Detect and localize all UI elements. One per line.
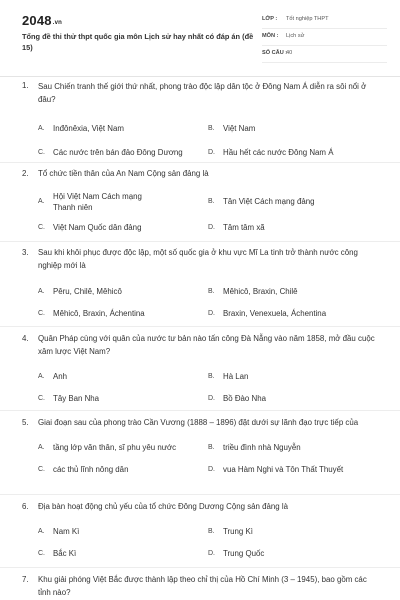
question-item <box>0 568 400 599</box>
option-text: Trung Quốc <box>223 549 265 558</box>
question-number: 3. <box>22 248 29 257</box>
option-text: Tâm tâm xã <box>223 223 265 232</box>
option-letter: D. <box>208 309 215 317</box>
option-letter: C. <box>38 224 45 231</box>
option-text: tầng lớp văn thân, sĩ phu yêu nước <box>53 443 177 452</box>
question-number: 1. <box>22 81 29 90</box>
option-text: Bắc Kì <box>53 549 77 558</box>
question-body: Địa bàn hoạt động chủ yếu của tổ chức Đông Dương Cộng sản đảng là <box>38 502 288 511</box>
option-c[interactable] <box>38 302 208 324</box>
option-b[interactable] <box>208 280 378 302</box>
option-letter: D. <box>208 466 215 473</box>
meta-label: MÔN : <box>262 33 279 39</box>
option-letter: A. <box>38 444 45 451</box>
option-letter: B. <box>208 198 215 205</box>
option-text: các thủ lĩnh nông dân <box>53 465 129 474</box>
question-item <box>0 411 400 495</box>
option-letter: B. <box>208 528 215 535</box>
option-text: Pêru, Chilê, Mêhicô <box>53 286 122 296</box>
meta-row-class <box>262 14 387 29</box>
meta-row-count <box>262 48 387 63</box>
option-letter: C. <box>38 148 45 156</box>
question-number: 7. <box>22 575 29 584</box>
question-item <box>0 242 400 327</box>
logo-text: 2048 <box>22 13 52 28</box>
option-text: Trung Kì <box>223 527 253 536</box>
option-text: Tây Ban Nha <box>53 393 100 403</box>
option-letter: D. <box>208 224 215 231</box>
question-item <box>0 163 400 242</box>
question-body: Sau Chiến tranh thế giới thứ nhất, phong trào độc lập dân tộc ở Đông Nam Á diễn ra sôi nổi ở đâu? <box>38 82 367 104</box>
meta-label: LỚP : <box>262 16 278 22</box>
option-a[interactable] <box>38 365 208 387</box>
option-text: Việt Nam Quốc dân đảng <box>53 223 142 232</box>
question-text <box>0 242 400 272</box>
option-list <box>38 280 378 324</box>
option-letter: C. <box>38 466 45 473</box>
question-number: 5. <box>22 418 29 427</box>
option-letter: D. <box>208 148 215 156</box>
option-text: Việt Nam <box>223 123 256 133</box>
option-text: vua Hàm Nghi và Tôn Thất Thuyết <box>223 465 344 474</box>
question-item <box>0 327 400 411</box>
option-letter: C. <box>38 394 45 402</box>
meta-value: 40 <box>286 50 293 56</box>
option-letter: B. <box>208 287 215 295</box>
option-letter: A. <box>38 372 45 380</box>
option-letter: A. <box>38 198 45 205</box>
meta-row-subject <box>262 31 387 46</box>
meta-value: Lịch sử <box>286 33 305 39</box>
logo-suffix: .vn <box>52 20 63 26</box>
option-list <box>38 365 378 409</box>
question-number: 2. <box>22 169 29 178</box>
option-d[interactable] <box>208 217 378 239</box>
option-c[interactable] <box>38 543 208 565</box>
option-text: Hầu hết các nước Đông Nam Á <box>223 147 334 157</box>
option-text: Nam Kì <box>53 527 80 536</box>
question-body: Giai đoạn sau của phong trào Cần Vương (1888 – 1896) đặt dưới sự lãnh đạo trực tiếp của <box>38 418 359 427</box>
option-list <box>38 437 378 481</box>
option-letter: B. <box>208 444 215 451</box>
option-b[interactable] <box>208 116 378 140</box>
meta-label: SỐ CÂU : <box>262 50 288 56</box>
meta-value: Tốt nghiệp THPT <box>286 16 329 22</box>
option-letter: D. <box>208 394 215 402</box>
question-text <box>0 163 400 181</box>
option-text: Hà Lan <box>223 371 249 381</box>
question-number: 6. <box>22 502 29 511</box>
question-text <box>0 568 400 599</box>
page-header <box>0 0 400 77</box>
option-c[interactable] <box>38 387 208 409</box>
option-list <box>38 116 378 164</box>
option-letter: C. <box>38 550 45 557</box>
option-letter: C. <box>38 309 45 317</box>
option-list <box>38 187 378 239</box>
question-item <box>0 80 400 163</box>
option-b[interactable] <box>208 187 378 217</box>
option-d[interactable] <box>208 302 378 324</box>
question-item <box>0 495 400 568</box>
option-c[interactable] <box>38 459 208 481</box>
option-d[interactable] <box>208 543 378 565</box>
option-a[interactable] <box>38 280 208 302</box>
option-list <box>38 521 378 565</box>
option-a[interactable] <box>38 437 208 459</box>
option-b[interactable] <box>208 521 378 543</box>
option-text: Mêhicô, Braxin, Áchentina <box>53 308 145 318</box>
option-text: Inđônêxia, Việt Nam <box>53 123 124 133</box>
option-b[interactable] <box>208 437 378 459</box>
exam-title: Tổng đề thi thử thpt quốc gia môn Lịch sử hay nhất có đáp án (đề 15) <box>22 32 254 52</box>
option-letter: A. <box>38 287 45 295</box>
question-body: Sau khi khôi phục được độc lập, một số quốc gia ở khu vực Mĩ La tinh trở thành nước công nghiệp mới là <box>38 248 358 270</box>
option-a[interactable] <box>38 521 208 543</box>
question-body: Tổ chức tiền thân của An Nam Cộng sản đảng là <box>38 169 209 178</box>
option-letter: A. <box>38 528 45 535</box>
option-text: Các nước trên bán đảo Đông Dương <box>53 147 183 157</box>
option-d[interactable] <box>208 140 378 164</box>
option-d[interactable] <box>208 459 378 481</box>
option-text: Braxin, Venexuela, Áchentina <box>223 308 327 318</box>
option-text: Hội Việt Nam Cách mạng Thanh niên <box>53 191 142 212</box>
question-body: Quân Pháp cùng với quân của nước tư bản nào tấn công Đà Nẵng vào năm 1858, mở đầu cuộc xâm lược Việt Nam? <box>38 334 375 356</box>
question-text <box>0 327 400 358</box>
question-body: Khu giải phóng Việt Bắc được thành lập theo chỉ thị của Hồ Chí Minh (3 – 1945), bao gồm các tỉnh nào? <box>38 575 367 597</box>
option-text: triều đình nhà Nguyễn <box>223 443 301 452</box>
option-letter: D. <box>208 550 215 557</box>
option-b[interactable] <box>208 365 378 387</box>
question-text <box>0 495 400 514</box>
option-letter: B. <box>208 372 215 380</box>
question-list <box>0 80 400 599</box>
option-c[interactable] <box>38 140 208 164</box>
question-text <box>0 411 400 430</box>
option-text: Bồ Đào Nha <box>223 393 266 403</box>
option-letter: A. <box>38 124 45 132</box>
question-text <box>0 80 400 106</box>
option-d[interactable] <box>208 387 378 409</box>
exam-meta <box>262 14 387 65</box>
option-text: Anh <box>53 371 68 381</box>
site-logo[interactable] <box>22 13 62 28</box>
option-a[interactable] <box>38 116 208 140</box>
option-text: Mêhicô, Braxin, Chilê <box>223 286 298 296</box>
question-number: 4. <box>22 334 29 343</box>
option-letter: B. <box>208 124 215 132</box>
option-text: Tân Việt Cách mạng đảng <box>223 197 315 206</box>
option-c[interactable] <box>38 217 208 239</box>
option-a[interactable] <box>38 187 208 217</box>
